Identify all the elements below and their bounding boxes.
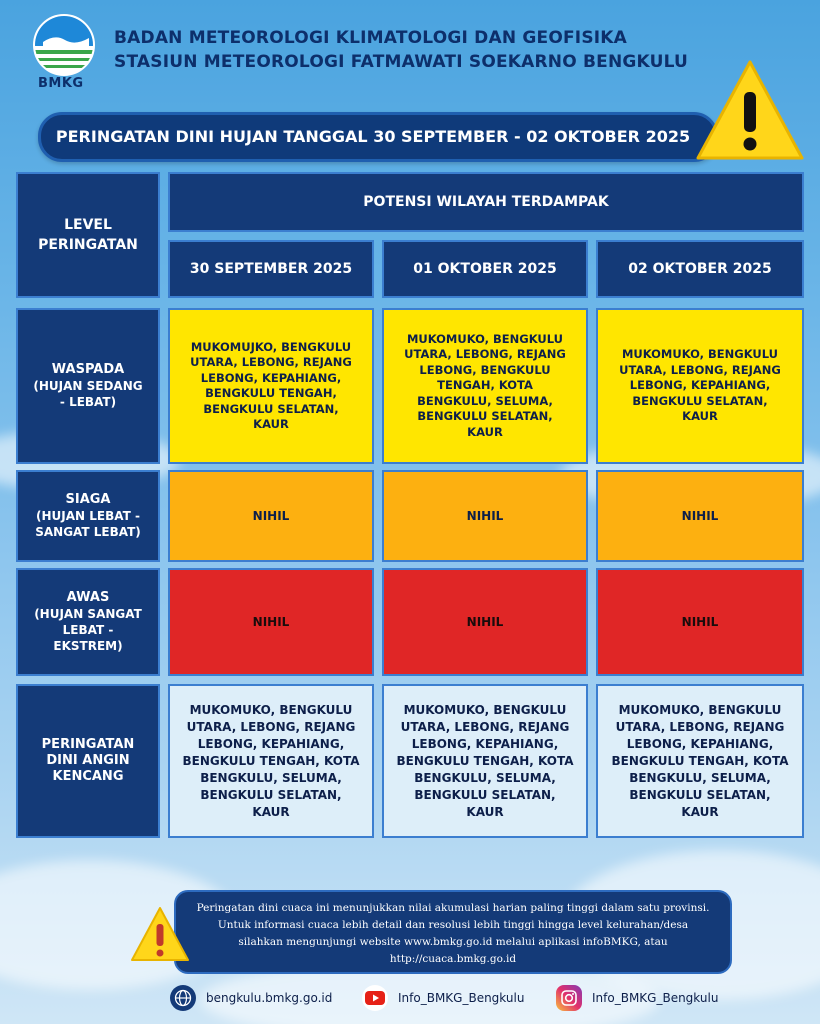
instagram-icon xyxy=(556,985,582,1011)
cell-text-line: BENGKULU SELATAN, xyxy=(629,787,771,802)
note-line: http://cuaca.bmkg.go.id xyxy=(389,953,517,965)
note-line: silahkan mengunjungi website www.bmkg.go.id melalui aplikasi infoBMKG, atau xyxy=(238,936,668,948)
cell-text-line: LEBONG, KEPAHIANG, xyxy=(200,370,342,385)
website-link[interactable] xyxy=(170,984,332,1012)
awas-cell-3: NIHIL xyxy=(596,568,804,676)
cell-text-line: (HUJAN LEBAT - xyxy=(36,509,140,523)
cell-text-line: KAUR xyxy=(466,804,504,819)
cell-text-line: KAUR xyxy=(467,424,503,439)
cell-text-line: LEBAT - xyxy=(62,623,114,637)
agency-title: BADAN METEOROLOGI KLIMATOLOGI DAN GEOFISIKA xyxy=(114,28,628,48)
cell-text-line: AWAS xyxy=(66,590,110,605)
globe-icon xyxy=(170,985,196,1011)
siaga-cell-1: NIHIL xyxy=(168,470,374,562)
cell-text-line: BENGKULU, SELUMA, xyxy=(629,770,771,785)
cell-text-line: WASPADA xyxy=(51,362,125,377)
title-banner xyxy=(38,112,718,162)
date-header-3: 02 OKTOBER 2025 xyxy=(596,240,804,298)
header xyxy=(30,12,790,92)
cell-text-line: BENGKULU, SELUMA, xyxy=(417,393,553,408)
cell-text-line: UTARA, LEBONG, REJANG xyxy=(404,347,566,362)
note-line: Untuk informasi cuaca lebih detail dan resolusi lebih tinggi hingga level kelurahan/desa xyxy=(217,919,689,931)
cell-text-line: BENGKULU, SELUMA, xyxy=(414,770,556,785)
youtube-text[interactable]: Info_BMKG_Bengkulu xyxy=(398,991,525,1005)
warning-triangle-icon xyxy=(128,904,192,968)
cell-text-line: MUKOMUKO, BENGKULU xyxy=(618,702,782,717)
level-awas xyxy=(16,568,160,676)
cell-text-line: SANGAT LEBAT) xyxy=(35,525,141,539)
cell-text-line: LEBONG, KEPAHIANG, xyxy=(197,736,345,751)
banner-text: PERINGATAN DINI HUJAN TANGGAL 30 SEPTEMBER - 02 OKTOBER 2025 xyxy=(55,127,691,146)
date-header-1: 30 SEPTEMBER 2025 xyxy=(168,240,374,298)
cell-text-line: KAUR xyxy=(252,804,290,819)
cell-text-line: KAUR xyxy=(682,409,718,424)
cell-text-line: - LEBAT) xyxy=(59,395,117,409)
angin-cell-2 xyxy=(382,684,588,838)
cell-text-line: BENGKULU SELATAN, xyxy=(632,393,768,408)
cell-text-line: BENGKULU SELATAN, xyxy=(200,787,342,802)
youtube-icon xyxy=(362,985,388,1011)
instagram-text[interactable]: Info_BMKG_Bengkulu xyxy=(592,991,719,1005)
cell-text-line: DINI ANGIN xyxy=(46,753,130,768)
level-angin-kencang xyxy=(16,684,160,838)
waspada-cell-2 xyxy=(382,308,588,464)
cell-text-line: MUKOMUKO, BENGKULU xyxy=(406,331,563,346)
level-waspada xyxy=(16,308,160,464)
cell-text-line: LEBONG, KEPAHIANG, xyxy=(629,378,771,393)
cell-text-line: BENGKULU TENGAH, KOTA xyxy=(396,753,574,768)
cell-text-line: (HUJAN SEDANG xyxy=(33,379,143,393)
date-header-2: 01 OKTOBER 2025 xyxy=(382,240,588,298)
waspada-cell-3 xyxy=(596,308,804,464)
awas-cell-2: NIHIL xyxy=(382,568,588,676)
cell-text-line: MUKOMUKO, BENGKULU xyxy=(403,702,567,717)
cell-text-line: BENGKULU SELATAN, xyxy=(203,401,339,416)
cell-text-line: LEBONG, BENGKULU xyxy=(419,362,551,377)
cell-text-line: PERINGATAN xyxy=(38,237,138,253)
cell-text-line: KAUR xyxy=(681,804,719,819)
cell-text-line: BENGKULU SELATAN, xyxy=(417,409,553,424)
cell-text-line: TENGAH, KOTA xyxy=(437,378,533,393)
angin-cell-1 xyxy=(168,684,374,838)
cell-text-line: UTARA, LEBONG, REJANG xyxy=(186,719,356,734)
youtube-link[interactable] xyxy=(362,984,524,1012)
note-line: Peringatan dini cuaca ini menunjukkan nilai akumulasi harian paling tinggi dalam satu provinsi. xyxy=(196,902,710,914)
cell-text-line: SIAGA xyxy=(65,492,111,507)
cell-text-line: KAUR xyxy=(253,417,289,431)
level-siaga xyxy=(16,470,160,562)
instagram-link[interactable] xyxy=(556,984,718,1012)
waspada-cell-1 xyxy=(168,308,374,464)
disclaimer-note xyxy=(174,890,732,974)
logo-text: BMKG xyxy=(38,76,84,91)
cell-text-line: PERINGATAN xyxy=(41,737,135,752)
warning-triangle-icon xyxy=(694,56,806,166)
cell-text-line: LEBONG, KEPAHIANG, xyxy=(626,736,774,751)
cell-text-line: UTARA, LEBONG, REJANG xyxy=(615,719,785,734)
cell-text-line: MUKOMUJKO, BENGKULU xyxy=(190,339,352,354)
cell-text-line: KENCANG xyxy=(52,769,124,784)
cell-text-line: BENGKULU SELATAN, xyxy=(414,787,556,802)
cell-text-line: (HUJAN SANGAT xyxy=(34,607,142,621)
cell-text-line: UTARA, LEBONG, REJANG xyxy=(190,355,352,369)
cell-text-line: LEVEL xyxy=(64,217,112,233)
website-text[interactable]: bengkulu.bmkg.go.id xyxy=(206,991,333,1005)
station-title: STASIUN METEOROLOGI FATMAWATI SOEKARNO BENGKULU xyxy=(114,52,689,72)
siaga-cell-3: NIHIL xyxy=(596,470,804,562)
awas-cell-1: NIHIL xyxy=(168,568,374,676)
cell-text-line: BENGKULU, SELUMA, xyxy=(200,770,342,785)
cell-text-line: MUKOMUKO, BENGKULU xyxy=(621,347,778,362)
cell-text-line: BENGKULU TENGAH, xyxy=(205,386,337,400)
cell-text-line: MUKOMUKO, BENGKULU xyxy=(189,702,353,717)
potensi-header: POTENSI WILAYAH TERDAMPAK xyxy=(168,172,804,232)
level-header xyxy=(16,172,160,298)
cell-text-line: UTARA, LEBONG, REJANG xyxy=(400,719,570,734)
cell-text-line: BENGKULU TENGAH, KOTA xyxy=(182,753,360,768)
siaga-cell-2: NIHIL xyxy=(382,470,588,562)
cell-text-line: LEBONG, KEPAHIANG, xyxy=(411,736,559,751)
cell-text-line: BENGKULU TENGAH, KOTA xyxy=(611,753,789,768)
bmkg-logo xyxy=(30,12,100,92)
cell-text-line: UTARA, LEBONG, REJANG xyxy=(619,362,781,377)
angin-cell-3 xyxy=(596,684,804,838)
cell-text-line: EKSTREM) xyxy=(53,639,123,653)
